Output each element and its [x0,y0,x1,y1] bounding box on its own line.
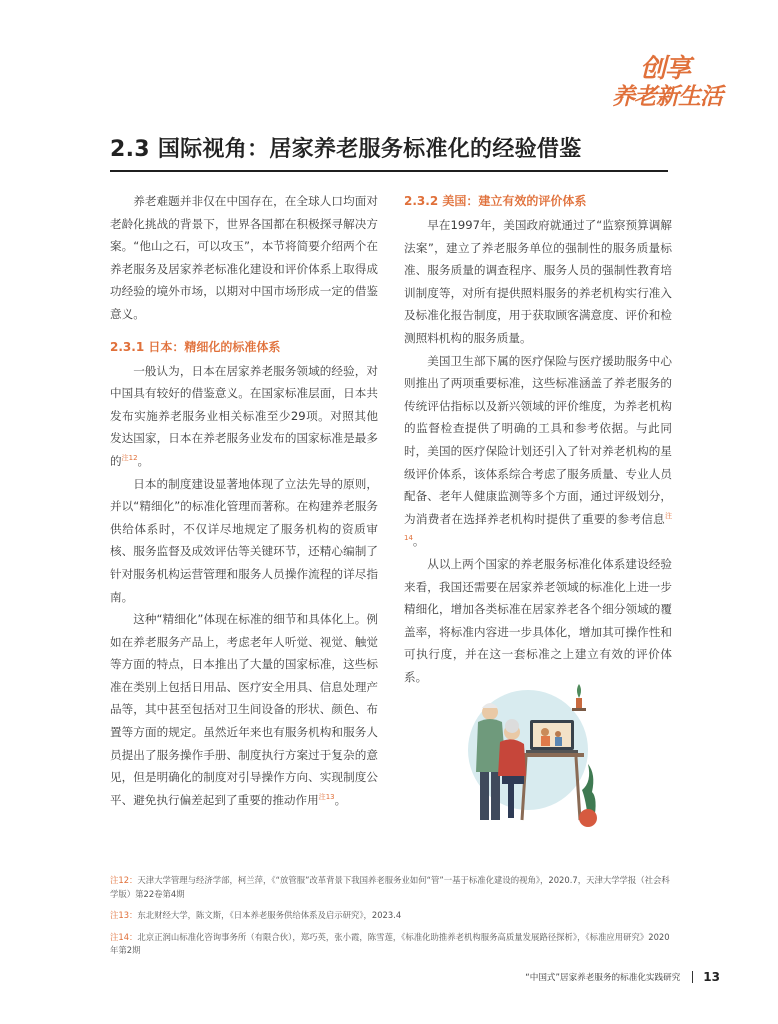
footnote-tag: 注12： [110,875,138,885]
grandmother-hair-icon [505,719,519,733]
title-divider [110,170,668,172]
japan-paragraph-1-text: 一般认为，日本在居家养老服务领域的经验，对中国具有较好的借鉴意义。在国家标准层面，日本共发布实施养老服务业相关标准至少29项。对照其他发达国家，日本在养老服务业发布的国家标准是最多的 [110,363,378,468]
footnote-13 [110,909,676,923]
page-number: 13 [703,970,720,984]
pot-icon [576,698,582,708]
japan-paragraph-3-text: 这种“精细化”体现在标准的细节和具体化上。例如在养老服务产品上，考虑老年人听觉、视觉、触觉等方面的特点，日本推出了大量的国家标准，这些标准在类别上包括日用品、医疗安全用具、信息处理产品等，其中甚至包括对卫生间设备的形状、颜色、布置等方面的规定。虽然近年来也有服务机构和服务人员提出了服务操作手册、制度执行方案过于复杂的意见，但是明确化的制度对引导操作方向、实现制度公平、避免执行偏差起到了重要的推动作用 [110,612,378,807]
child-face-icon [555,731,561,737]
right-column [404,190,672,688]
elderly-couple-video-call-illustration [460,680,610,830]
left-column [110,190,378,811]
footnote-text: 北京正润山标准化咨询事务所（有限合伙），郑巧英，张小霞，陈雪莲，《标准化助推养老机构服务高质量发展路径探析》，《标准应用研究》2020年第2期 [110,931,670,956]
grandfather-leg-right [491,772,500,820]
footnotes [110,874,676,966]
usa-paragraph-3: 从以上两个国家的养老服务标准化体系建设经验来看，我国还需要在居家养老领域的标准化上进一步精细化，增加各类标准在居家养老各个细分领域的覆盖率，将标准内容进一步具体化，增加其可操作性和可执行度，并在这一套标准之上建立有效的评价体系。 [404,556,672,684]
subheading-usa: 2.3.2 美国：建立有效的评价体系 [404,194,587,208]
footer-divider [692,971,693,983]
laptop-base-icon [526,750,578,753]
footnote-text: 东北财经大学，陈文斯，《日本养老服务供给体系及启示研究》，2023.4 [137,910,402,921]
page-footer [525,970,720,984]
subheading-japan: 2.3.1 日本：精细化的标准体系 [110,339,281,354]
footnote-tag: 注14： [110,931,138,942]
shelf-icon [572,708,586,711]
desk-top-icon [518,753,584,757]
japan-paragraph-3: 这种“精细化”体现在标准的细节和具体化上。例如在养老服务产品上，考虑老年人听觉、视觉、触觉等方面的特点，日本推出了大量的国家标准，这些标准在类别上包括日用品、医疗安全用具、信息处理产品等，其中甚至包括对卫生间设备的形状、颜色、布置等方面的规定。虽然近年来也有服务机构和服务人员提出了服务操作手册、制度执行方案过于复杂的意见，但是明确化的制度对引导操作方向、实现制度公平、避免执行偏差起到了重要的推动作用$^{注13}$。 [110,612,378,807]
usa-paragraph-2-text: 美国卫生部下属的医疗保险与医疗援助服务中心则推出了两项重要标准，这些标准涵盖了养老服务的传统评估指标以及新兴领域的评价维度，为养老机构的监督检查提供了明确的工具和参考依据。与此同时，美国的医疗保险计划还引入了针对养老机构的星级评价体系，该体系综合考虑了服务质量、专业人员配备、老年人健康监测等多个方面，通过评级划分，为消费者在选择养老机构时提供了重要的参考信息 [404,353,672,526]
footnote-text: 天津大学管理与经济学部，柯兰萍，《“放管服”改革背景下我国养老服务业如何“管”一基于标准化建设的视角》，2020.7，天津大学学报（社会科学版）第22卷第4期 [110,875,670,899]
footnote-ref-13[interactable]: 注13 [318,792,335,801]
grandmother-leg-icon [508,784,514,818]
footnote-ref-12[interactable]: 注12 [121,454,138,463]
footer-document-title: “中国式”居家养老服务的标准化实践研究 [525,973,681,983]
footnote-14 [110,931,676,958]
japan-paragraph-2: 日本的制度建设显著地体现了立法先导的原则，并以“精细化”的标准化管理而著称。在构建养老服务供给体系时，不仅详尽地规定了服务机构的资质审核、服务监督及成效评估等关键环节，还精心编制了针对服务机构运营管理和服务人员操作流程的详尽指南。 [110,476,378,604]
plant-pot-icon [579,809,597,827]
brand-logo [612,48,724,118]
japan-paragraph-1: 一般认为，日本在居家养老服务领域的经验，对中国具有较好的借鉴意义。在国家标准层面，日本共发布实施养老服务业相关标准至少29项。对照其他发达国家，日本在养老服务业发布的国家标准是最多的$^{注12}$。 [110,363,378,468]
grandmother-body-icon [498,739,526,776]
footnote-tag: 注13： [110,910,138,921]
logo-line-2: 养老新生活 [612,83,722,110]
grandmother-lap-icon [502,776,524,784]
footnote-12 [110,874,676,901]
caller-face-icon [541,728,549,736]
small-plant-icon [577,684,581,698]
intro-paragraph: 养老难题并非仅在中国存在，在全球人口均面对老龄化挑战的背景下，世界各国都在积极探寻解决方案。“他山之石，可以攻玉”，本节将简要介绍两个在养老服务及居家养老标准化建设和评价体系上取得成功经验的境外市场，以期对中国市场形成一定的借鉴意义。 [110,194,378,321]
footnote-ref-14[interactable]: 注14 [404,511,672,543]
usa-paragraph-2: 美国卫生部下属的医疗保险与医疗援助服务中心则推出了两项重要标准，这些标准涵盖了养老服务的传统评估指标以及新兴领域的评价维度，为养老机构的监督检查提供了明确的工具和参考依据。与此同时，美国的医疗保险计划还引入了针对养老机构的星级评价体系，该体系综合考虑了服务质量、专业人员配备、老年人健康监测等多个方面，通过评级划分，为消费者在选择养老机构时提供了重要的参考信息$^{注14}$。 [404,353,672,549]
section-title: 2.3 国际视角：居家养老服务标准化的经验借鉴 [110,137,582,162]
grandfather-leg-left [480,772,489,820]
caller-body-icon [541,736,550,746]
usa-paragraph-1: 早在1997年，美国政府就通过了“监察预算调解法案”，建立了养老服务单位的强制性的服务质量标准、服务质量的调查程序、服务人员的强制性教育培训制度等，对所有提供照料服务的养老机构实行准入及标准化报告制度，用于获取顾客满意度、评价和检测照料机构的服务质量。 [404,218,672,345]
child-body-icon [555,737,562,746]
logo-line-1: 创享 [640,54,691,84]
video-call-screen [533,723,571,747]
